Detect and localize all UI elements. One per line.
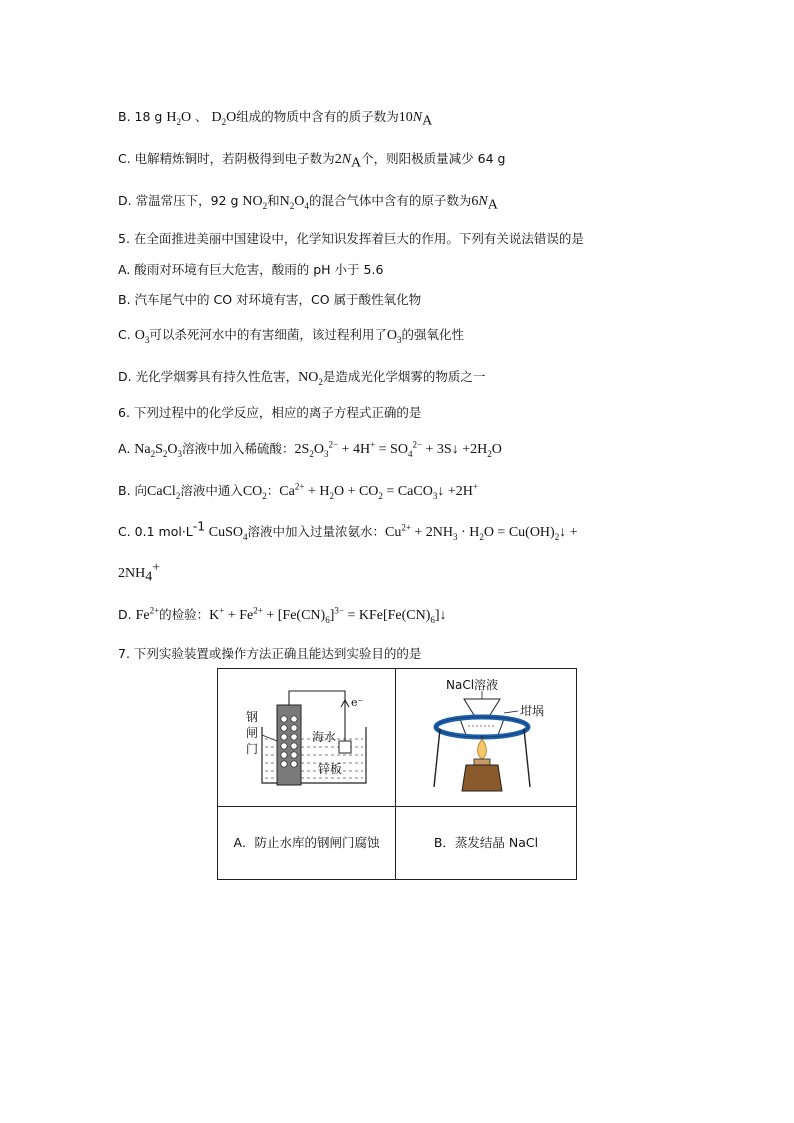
crucible-label: 坩埚	[520, 704, 545, 718]
zinc-plate-label: 锌板	[318, 762, 343, 776]
option-5a: A. 酸雨对环境有巨大危害，酸雨的 pH 小于 5.6	[118, 262, 384, 277]
option-7a-caption: A．防止水库的钢闸门腐蚀	[218, 807, 396, 880]
sacrificial-anode-diagram	[218, 669, 395, 803]
evaporation-diagram	[396, 669, 576, 803]
option-6c-continued: $2NH_4^+$	[118, 560, 161, 585]
option-6d: D. $Fe^{2+}$的检验：$K^+ + Fe^{2+} + [Fe(CN)_6]^{3-}$ = $KFe[Fe(CN)_6]↓$	[118, 605, 447, 625]
option-4c: C. 电解精炼铜时，若阴极得到电子数为$2N_A$个，则阳极质量减少 64 g	[118, 151, 506, 171]
option-5c: C. $O_3$可以杀死河水中的有害细菌，该过程利用了$O_3$的强氧化性	[118, 327, 464, 345]
option-6c: C. 0.1 $mol\cdot L^{-1}$ CuSO$_4$溶液中加入过量浓氨水：$Cu^{2+} + 2NH_3 \cdot H_2O$ = $Cu(OH)_2↓$ +	[118, 518, 578, 542]
figure-a-cell	[218, 669, 396, 807]
nacl-solution-label: NaCl溶液	[446, 678, 499, 692]
option-5d: D. 光化学烟雾具有持久性危害，$NO_2$是造成光化学烟雾的物质之一	[118, 369, 486, 387]
question-6-stem: 6. 下列过程中的化学反应，相应的离子方程式正确的是	[118, 405, 422, 420]
electron-label: e⁻	[351, 696, 364, 709]
option-6a: A. $Na_2S_2O_3$溶液中加入稀硫酸：$2S_2O_3^{2-} + 4H^+ = SO_4^{2-}$ + 3S↓ $+2H_2O$	[118, 439, 502, 459]
option-7b-caption: B．蒸发结晶 NaCl	[396, 807, 577, 880]
question-5-stem: 5. 在全面推进美丽中国建设中，化学知识发挥着巨大的作用。下列有关说法错误的是	[118, 231, 584, 246]
figure-b-cell	[396, 669, 577, 807]
gate-label: 钢闸门	[246, 710, 259, 756]
question-7-stem: 7. 下列实验装置或操作方法正确且能达到实验目的的是	[118, 646, 422, 661]
option-6b: B. 向CaCl$_2$溶液中通入$CO_2$：$Ca^{2+} + H_2O + CO_2$ = CaCO$_3$↓ +2H+	[118, 481, 478, 501]
question-7-table	[217, 668, 577, 880]
option-4d: D. 常温常压下，92 g $NO_2$和$N_2O_4$的混合气体中含有的原子数为$6N_A$	[118, 193, 498, 213]
option-4b: B. 18 g $H_2O$ 、 $D_2O$组成的物质中含有的质子数为$10N_A$	[118, 109, 433, 129]
water-label: 海水	[312, 730, 337, 744]
option-5b: B. 汽车尾气中的 CO 对环境有害，CO 属于酸性氧化物	[118, 292, 422, 307]
